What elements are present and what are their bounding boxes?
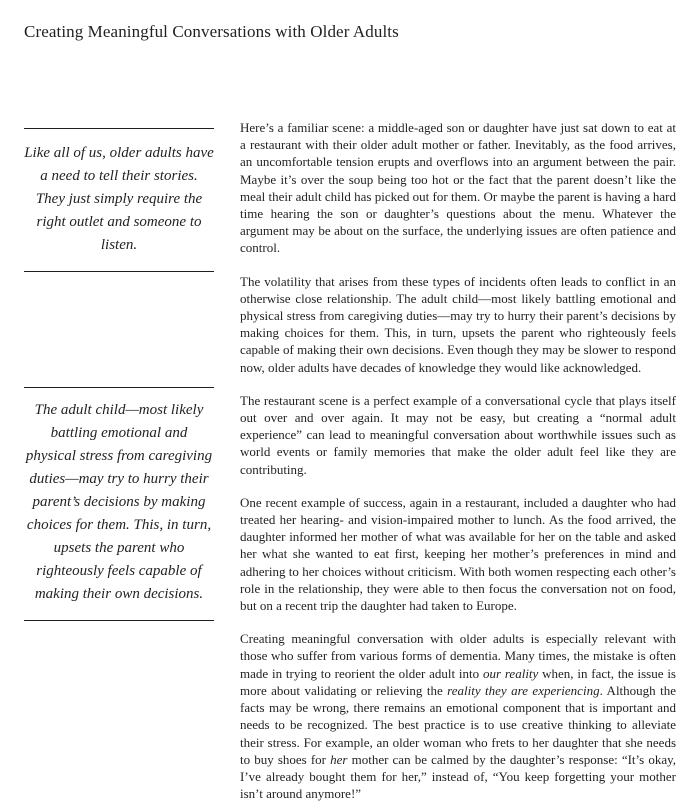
- paragraph-5-text: mother can be calmed by the daughter’s response: “It’s okay, I’ve already bought them for her,” instead of, “You keep forgetting your mother isn’t around anymore!”: [240, 751, 676, 802]
- paragraph-4: One recent example of success, again in a restaurant, included a daughter who had treated her hearing- and vision-impaired mother to lunch. As the food arrived, the daughter informed her mother of what was available for her on the table and asked her what she wanted to eat first, keeping her mother’s preferences in mind and adhering to her choices without criticism. With both women respecting each other’s role in the relationship, they were able to then focus the conversation not on food, but on a recent trip the daughter had taken to Europe.: [240, 494, 676, 614]
- paragraph-5-text: when, in fact, the issue is more about validating or relieving the: [240, 665, 676, 698]
- paragraph-5: [240, 630, 676, 802]
- pull-quote-2: [24, 387, 214, 621]
- emphasis-our-reality: our reality: [482, 665, 539, 681]
- emphasis-reality-experiencing: reality they are experiencing: [447, 682, 600, 698]
- paragraph-5-text: . Although the facts may be wrong, there remains an emotional component that is important and needs to be recognized. The best practice is to use creative thinking to alleviate their stress. For example, an older woman who frets to her daughter that she needs to buy shoes for: [240, 682, 676, 767]
- article-body: [240, 119, 676, 802]
- pull-quote-bottom-rule: [24, 271, 214, 272]
- pull-quote-bottom-rule: [24, 620, 214, 621]
- pull-quote-top-rule: [24, 387, 214, 388]
- paragraph-1: Here’s a familiar scene: a middle-aged son or daughter have just sat down to eat at a restaurant with their older adult mother or father. Inevitably, as the food arrives, an uncomfortable tension erupts and overflows into an argument between the pair. Maybe it’s over the soup being too hot or the fact that the parent doesn’t like the meal their adult child has picked out for them. Or maybe the parent is having a hard time hearing the son or daughter’s questions about the menu. Whatever the argument may be about on the surface, the underlying issues are often patience and control.: [240, 120, 676, 256]
- pull-quote-1: [24, 128, 214, 272]
- emphasis-her: her: [330, 751, 348, 767]
- pull-quote-text: Like all of us, older adults have a need to tell their stories. They just simply require the right outlet and someone to listen.: [24, 145, 214, 253]
- paragraph-2: The volatility that arises from these types of incidents often leads to conflict in an otherwise close relationship. The adult child—most likely battling emotional and physical stress from caregiving duties—may try to hurry their parent’s decisions by making choices for them. This, in turn, upsets the parent who righteously feels capable of making their own decisions. Even though they may be slower to respond now, older adults have decades of knowledge they would like acknowledged.: [240, 273, 676, 375]
- page-title: Creating Meaningful Conversations with Older Adults: [24, 22, 399, 41]
- paragraph-5-text: Creating meaningful conversation with older adults is especially relevant with those who suffer from various forms of dementia. Many times, the mistake is often made in trying to reorient the older adult into: [240, 631, 676, 681]
- pull-quote-text: The adult child—most likely battling emotional and physical stress from caregiving duties—may try to hurry their parent’s decisions by making choices for them. This, in turn, upsets the parent who righteously feels capable of making their own decisions.: [25, 402, 213, 602]
- paragraph-3: The restaurant scene is a perfect example of a conversational cycle that plays itself out over and over again. It may not be easy, but creating a “normal adult experience” can lead to meaningful conversation about worthwhile issues such as world events or family memories that make the older adult feel like they are contributing.: [240, 392, 676, 477]
- pull-quote-top-rule: [24, 128, 214, 129]
